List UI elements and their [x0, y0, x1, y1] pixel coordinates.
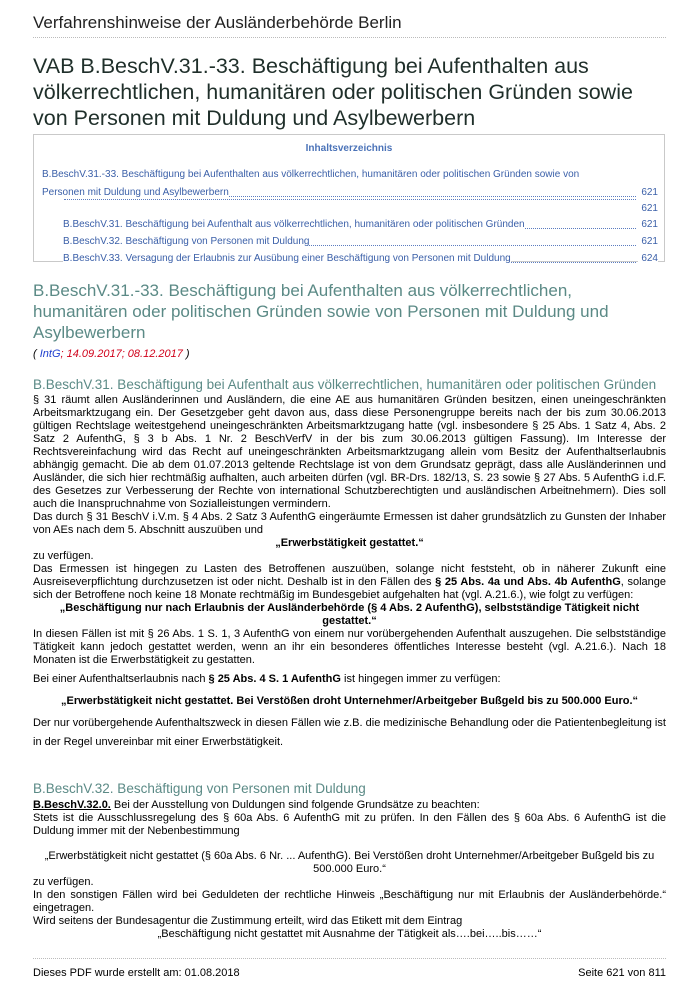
- document-title: VAB B.BeschV.31.-33. Beschäftigung bei Aufenthalten aus völkerrechtlichen, humanitären oder politischen Gründen sowie von Personen mit Duldung und Asylbewerbern: [33, 54, 633, 130]
- paragraph: Wird seitens der Bundesagentur die Zustimmung erteilt, wird das Etikett mit dem Eintrag: [33, 915, 463, 927]
- section-31-body: [33, 394, 666, 752]
- toc-entry-page: 621: [638, 218, 658, 231]
- toc-entry[interactable]: [42, 186, 658, 199]
- paragraph: zu verfügen.: [33, 876, 94, 888]
- toc-entry-text: B.BeschV.31. Beschäftigung bei Aufenthalt aus völkerrechtlichen, humanitären oder politischen Gründen: [63, 219, 525, 230]
- toc-entry-page: 621: [638, 202, 658, 215]
- toc-entry-text: B.BeschV.32. Beschäftigung von Personen mit Duldung: [63, 236, 310, 247]
- toc-entry-text: B.BeschV.33. Versagung der Erlaubnis zur Ausübung einer Beschäftigung von Personen mit Duldung: [63, 253, 511, 264]
- quoted-provision: „Beschäftigung nicht gestattet mit Ausnahme der Tätigkeit als….bei…..bis……“: [157, 928, 542, 940]
- section-31-heading: B.BeschV.31. Beschäftigung bei Aufenthalt aus völkerrechtlichen, humanitären oder politischen Gründen: [33, 377, 657, 392]
- quoted-provision: „Erwerbstätigkeit nicht gestattet. Bei Verstößen droht Unternehmer/Arbeitgeber Bußgeld bis zu 500.000 Euro.“: [60, 695, 638, 707]
- source-link-intg[interactable]: IntG: [39, 348, 61, 360]
- footer-divider: [33, 958, 666, 959]
- paragraph: Bei einer Aufenthaltserlaubnis nach § 25 Abs. 4 S. 1 AufenthG ist hingegen immer zu verfügen:: [33, 673, 501, 685]
- paragraph: § 31 räumt allen Ausländerinnen und Ausländern, die eine AE aus humanitären Gründen besitzen, einen uneingeschränkten Arbeitsmarktzugang ein. Der Gesetzgeber geht davon aus, dass diese Personengruppe bereits nach der bis zum 30.06.2013 gültigen Rechtslage weitestgehend uneingeschränkten Arbeitsmarktzugang hatte (vgl. insbesondere § 25 Abs. 1 Satz 4, Abs. 2 Satz 2 AufenthG, § 3 b Abs. 1 Nr. 2 BeschVerfV in der bis zum 30.06.2013 gültigen Fassung). Im Interesse der Rechtsvereinfachung wird das Recht auf uneingeschränkten Arbeitsmarktzugang allein vom Besitz der Aufenthaltserlaubnis abhängig gemacht. Die ab dem 01.07.2013 geltende Rechtslage ist von dem Grundsatz geprägt, dass alle Ausländerinnen und Ausländer, die sich hier rechtmäßig aufhalten, auch arbeiten dürfen (vgl. BR-Drs. 182/13, S. 23 sowie § 27 Abs. 5 AufenthG i.d.F. des Gesetzes zur Verbesserung der Rechte von international Schutzberechtigten und ausländischen Arbeitnehmern). Dies soll auch die Inanspruchnahme von Sozialleistungen vermindern.: [33, 394, 666, 510]
- toc-entry[interactable]: [63, 235, 658, 248]
- paragraph: In den sonstigen Fällen wird bei Geduldeten der rechtliche Hinweis „Beschäftigung nur mit Erlaubnis der Ausländerbehörde.“ eingetragen.: [33, 889, 666, 914]
- toc-heading: Inhaltsverzeichnis: [305, 143, 393, 154]
- toc-entry-page: 621: [638, 235, 658, 248]
- table-of-contents: [33, 134, 665, 262]
- toc-entry-text: B.BeschV.31.-33. Beschäftigung bei Aufenthalten aus völkerrechtlichen, humanitären oder politischen Gründen sowie von: [42, 169, 580, 180]
- toc-entry[interactable]: [63, 218, 658, 231]
- paragraph: In diesen Fällen ist mit § 26 Abs. 1 S. 1, 3 AufenthG von einem nur vorübergehenden Aufenthalt auszugehen. Die selbstständige Tätigkeit kann jedoch gestattet werden, wenn an ihr ein besonderes öffentliches Interesse besteht (vgl. A.21.6.). Nach 18 Monaten ist die Erwerbstätigkeit zu gestatten.: [33, 628, 666, 666]
- source-reference: ( IntG; 14.09.2017; 08.12.2017 ): [33, 348, 190, 360]
- toc-entry-text: Personen mit Duldung und Asylbewerbern: [42, 187, 229, 198]
- toc-entry-page: 621: [638, 186, 658, 199]
- running-header: Verfahrenshinweise der Ausländerbehörde Berlin: [33, 13, 402, 32]
- quoted-provision: „Erwerbstätigkeit nicht gestattet (§ 60a Abs. 6 Nr. ... AufenthG). Bei Verstößen droht Unternehmer/Arbeitgeber Bußgeld bis zu 500.000 Euro.“: [44, 850, 655, 875]
- paragraph: Der nur vorübergehende Aufenthaltszweck in diesen Fällen wie z.B. die medizinische Behandlung oder die Patientenbegleitung ist in der Regel unvereinbar mit einer Erwerbstätigkeit.: [33, 717, 666, 748]
- section-32-heading: B.BeschV.32. Beschäftigung von Personen mit Duldung: [33, 781, 366, 796]
- paragraph: Das Ermessen ist hingegen zu Lasten des Betroffenen auszuüben, solange nicht feststeht, ob in näherer Zukunft eine Ausreiseverpflichtung durchzusetzen ist oder nicht. Deshalb ist in den Fällen des § 25 Abs. 4a und Abs. 4b AufenthG, solange sich der Betroffene noch keine 18 Monate rechtmäßig im Bundesgebiet aufgehalten hat (vgl. A.21.6.), wie folgt zu verfügen:: [33, 563, 666, 601]
- section-32-body: [33, 799, 666, 941]
- paragraph: B.BeschV.32.0. Bei der Ausstellung von Duldungen sind folgende Grundsätze zu beachten:: [33, 799, 480, 811]
- toc-entry[interactable]: [42, 168, 658, 181]
- footer-page-number: Seite 621 von 811: [578, 967, 666, 979]
- quoted-provision: „Erwerbstätigkeit gestattet.“: [275, 537, 424, 549]
- toc-entry[interactable]: [63, 252, 658, 265]
- paragraph: Das durch § 31 BeschV i.V.m. § 4 Abs. 2 Satz 3 AufenthG eingeräumte Ermessen ist daher grundsätzlich zu Gunsten der Inhaber von AEs nach dem 5. Abschnitt auszuüben und: [33, 511, 666, 536]
- toc-entry-page: 624: [638, 252, 658, 265]
- footer-created-date: Dieses PDF wurde erstellt am: 01.08.2018: [33, 967, 240, 979]
- paragraph: zu verfügen.: [33, 550, 94, 562]
- source-dates: ; 14.09.2017; 08.12.2017: [60, 348, 183, 360]
- section-title: B.BeschV.31.-33. Beschäftigung bei Aufenthalten aus völkerrechtlichen, humanitären oder politischen Gründen sowie von Personen mit Duldung und Asylbewerbern: [33, 281, 609, 342]
- header-divider: [33, 37, 666, 38]
- paragraph: Stets ist die Ausschlussregelung des § 60a Abs. 6 AufenthG mit zu prüfen. In den Fällen des § 60a Abs. 6 AufenthG ist die Duldung immer mit der Nebenbestimmung: [33, 812, 666, 837]
- quoted-provision: „Beschäftigung nur nach Erlaubnis der Ausländerbehörde (§ 4 Abs. 2 AufenthG), selbstständige Tätigkeit nicht gestattet.“: [59, 602, 640, 627]
